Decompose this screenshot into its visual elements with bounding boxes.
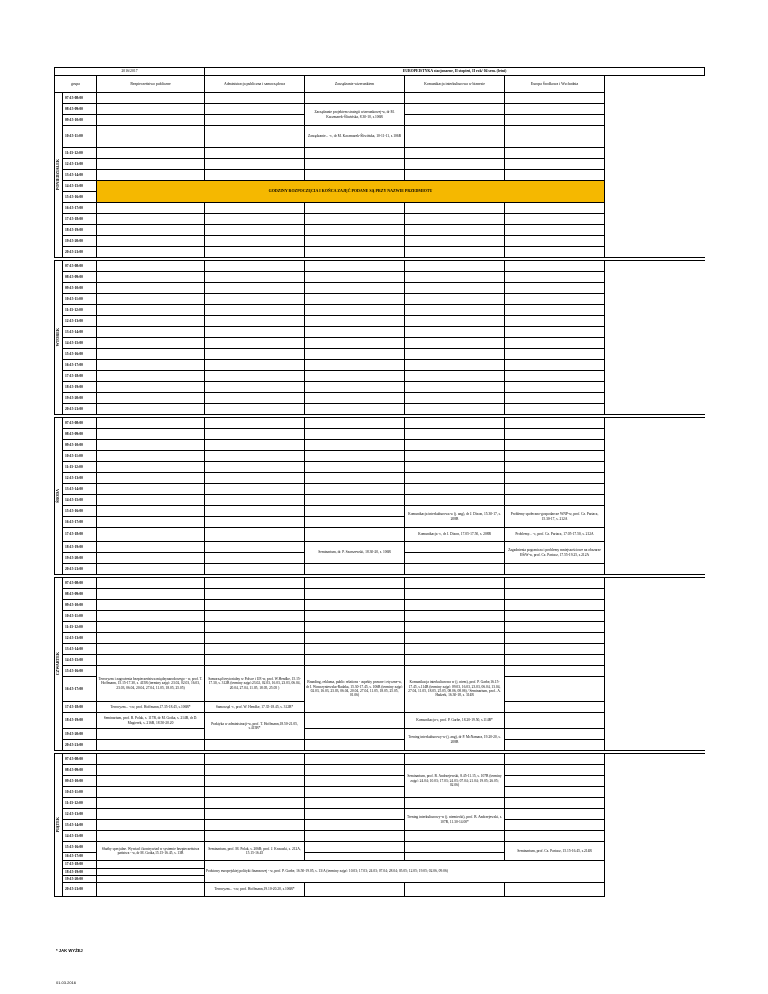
time-slot: 16:15-17:00 (63, 677, 97, 702)
time-slot: 20:15-21:00 (63, 740, 97, 751)
class-entry: Komunikacja interkulturowa w (j. niem), prof. P. Garbe,16.15-17.45, s.114B (terminy zajęć: 09.03, 16.03, 23.03, 06.04, 13.04, 27.04, 11.05, 18.05, 25.05, 08.06, 08.06) / Seminarium, prof.. A. Hadzek, 16.30-18, s. 314B (405, 666, 505, 713)
time-slot: 15:15-16:00 (63, 842, 97, 853)
class-entry: Branding, reklama, public relations - aspekty prawne i etyczne-w, dr I. Wawrzyniewska-Radzka, 15.30-17.45, s. 106B (terminy zajęć: 02.03, 16.03, 23.03, 06.04, 20.04, 27.04, 11.05, 18.05, 25.05, 01.06) (305, 666, 405, 713)
time-slot: 07:15-08:00 (63, 418, 97, 429)
time-slot: 15:15-16:00 (63, 192, 97, 203)
class-entry: Zarządzanie projektem strategii wizerunkowej-w, dr M. Kaczmarek-Śliwińska, 8.30-10, s.106B (305, 104, 405, 126)
class-entry: Komunikacja-c, prof. P. Garbe, 18.20-19.50, s.114B* (405, 713, 505, 729)
time-slot: 15:15-16:00 (63, 349, 97, 360)
time-slot: 19:15-20:00 (63, 876, 97, 883)
time-slot: 11:15-12:00 (63, 622, 97, 633)
time-slot: 14:15-15:00 (63, 338, 97, 349)
time-slot: 17:15-18:00 (63, 371, 97, 382)
class-entry: Komunikacja -c, dr J. Dixon, 17.05-17.50, s. 208B (405, 528, 505, 542)
class-entry: Trening interkulturowy-w (j. niemiecki), prof. B. Andrzejewski, s. 107B, 11.30-14.00* (405, 809, 505, 831)
time-slot: 13:15-14:00 (63, 820, 97, 831)
time-slot: 15:15-16:00 (63, 666, 97, 677)
day-label-friday: PIĄTEK (55, 754, 63, 897)
time-slot: 09:15-10:00 (63, 600, 97, 611)
time-slot: 19:15-20:00 (63, 236, 97, 247)
class-entry: Seminarium, prof. M. Polak, s. 206B; prof. J. Krasuski, s. 212A, 15.15-16.45 (205, 842, 305, 861)
time-slot: 07:15-08:00 (63, 261, 97, 272)
class-entry: Zagadnienia pogranicza i problemy mniejszościowe na obszarze EŚiW-w, prof. Cz. Partacz, 17.55-19.25, s.212A (505, 542, 605, 564)
class-entry: Problemy... -c, prof. Cz. Partacz, 17.05-17.50, s. 212A (505, 528, 605, 542)
schedule-title: EUROPEISTYKA stacjonarne, II stopień, II rok/ 04 sem. (letni) (205, 68, 705, 76)
time-slot: 14:15-15:00 (63, 831, 97, 842)
class-entry: Samorząd terytorialny w Polsce i UE-w, prof. W.Hendke, 15.15-17.30, s. 312B (terminy zajęć:23.02, 02.03, 16.03, 23.03, 06.04, 20.04, 27.04, 11.05, 18.05, 25.05 ) (205, 666, 305, 702)
time-slot: 11:15-12:00 (63, 462, 97, 473)
time-slot: 17:15-18:00 (63, 214, 97, 225)
time-slot: 20:15-21:00 (63, 564, 97, 575)
time-slot: 08:15-09:00 (63, 272, 97, 283)
schedule-sheet (54, 67, 704, 897)
time-slot: 10:15-11:00 (63, 294, 97, 305)
time-slot: 17:15-18:00 (63, 528, 97, 542)
class-entry: Seminarium, prof. B. Andrzejewski, 8.45-11.15, s. 107B (terminy zajęć: 24.04; 10.03; 17.03; 24.03; 07.04; 21.04; 19.05; 26.05; 02.06) (405, 765, 505, 798)
time-slot: 14:15-15:00 (63, 655, 97, 666)
time-slot: 14:15-15:00 (63, 495, 97, 506)
time-slot: 14:15-15:00 (63, 181, 97, 192)
time-slot: 09:15-10:00 (63, 776, 97, 787)
class-entry: Praktyka w administracji-w, prof. T. Hoffmann,18.50-21.05, s.415B* (205, 713, 305, 740)
time-slot: 07:15-08:00 (63, 754, 97, 765)
time-slot: 16:15-17:00 (63, 360, 97, 371)
time-slot: 18:15-19:00 (63, 382, 97, 393)
class-entry: Problemy społeczno-gospodarcze WNP-w, prof. Cz. Partacz, 15.30-17, s. 212A (505, 506, 605, 528)
time-slot: 19:15-20:00 (63, 553, 97, 564)
time-slot: 13:15-14:00 (63, 484, 97, 495)
day-label-monday: PONIEDZIAŁEK (55, 93, 63, 258)
day-label-wednesday: ŚRODA (55, 418, 63, 575)
schedule-table (54, 67, 705, 897)
time-slot: 08:15-09:00 (63, 589, 97, 600)
group-header-wizerunek: Zarządzanie wizerunkiem (305, 76, 405, 93)
day-label-thursday: CZWARTEK (55, 578, 63, 751)
class-entry: Terroryzm... -cw, prof. Hoffmann,19.10-20.20, s.106B* (205, 883, 305, 897)
time-slot: 11:15-12:00 (63, 148, 97, 159)
time-slot: 09:15-10:00 (63, 440, 97, 451)
group-header-europa: Europa Środkowa i Wschodnia (505, 76, 605, 93)
time-slot: 20:15-21:00 (63, 404, 97, 415)
time-slot: 08:15-09:00 (63, 104, 97, 115)
time-slot: 07:15-08:00 (63, 93, 97, 104)
time-slot: 17:15-18:00 (63, 702, 97, 713)
time-slot: 16:15-17:00 (63, 203, 97, 214)
time-slot: 18:15-19:00 (63, 542, 97, 553)
print-date: 01.03.2016 (56, 980, 77, 985)
time-slot: 20:15-21:00 (63, 883, 97, 897)
time-slot: 10:15-11:00 (63, 787, 97, 798)
time-slot: 16:15-17:00 (63, 853, 97, 861)
time-slot: 18:15-19:00 (63, 869, 97, 876)
class-entry: Komunikacja interkulturowa w (j. ang), dr J. Dixon, 15.30-17, s. 208B (405, 506, 505, 528)
time-slot: 10:15-11:00 (63, 126, 97, 148)
time-slot: 15:15-16:00 (63, 506, 97, 517)
time-slot: 11:15-12:00 (63, 798, 97, 809)
time-slot: 13:15-14:00 (63, 644, 97, 655)
time-slot: 13:15-14:00 (63, 170, 97, 181)
time-slot: 18:15-19:00 (63, 713, 97, 729)
time-slot: 09:15-10:00 (63, 115, 97, 126)
group-label: grupa (55, 76, 97, 93)
academic-year: 2016/2017 (55, 68, 205, 76)
time-slot: 17:15-18:00 (63, 861, 97, 869)
class-entry-shared: Podstawy europejskiej polityki finansowej - w, prof. P. Garbe, 16.50-19.05, s. 13/A (terminy zajęć: 10.03; 17.03; 24.03; 07.04; 28.04; 05.05; 12.05; 19.05; 02.06, 09.06) (205, 861, 605, 883)
time-slot: 08:15-09:00 (63, 765, 97, 776)
time-slot: 10:15-11:00 (63, 611, 97, 622)
class-entry: Zarządzanie... -c, dr M. Kaczmarek-Śliwińska, 10-11-11, s.106B (305, 126, 405, 148)
footnote: * JAK WYŻEJ (56, 948, 83, 953)
class-entry: Terroryzm... -cw, prof. Hoffmann,17.35-18.45, s.106B* (97, 702, 205, 713)
group-header-administracja: Administracja publiczna i samorządowa (205, 76, 305, 93)
schedule-banner: GODZINY ROZPOCZĘCIA I KOŃCA ZAJĘĆ PODANE SĄ PRZY NAZWIE PRZEDMIOTU (97, 181, 605, 203)
time-slot: 10:15-11:00 (63, 451, 97, 462)
time-slot: 09:15-10:00 (63, 283, 97, 294)
time-slot: 19:15-20:00 (63, 729, 97, 740)
time-slot: 11:15-12:00 (63, 305, 97, 316)
class-entry: Seminarium, prof. Cz. Partacz, 15.15-16.45, s.214B (505, 842, 605, 861)
day-label-tuesday: WTOREK (55, 261, 63, 415)
time-slot: 18:15-19:00 (63, 225, 97, 236)
time-slot: 08:15-09:00 (63, 429, 97, 440)
time-slot: 07:15-08:00 (63, 578, 97, 589)
class-entry: Terroryzm i zagrożenia bezpieczeństwa międzynarodowego - w, prof. T. Hoffmann, 15.15-17.30, s. 415B (terminy zajęć: 23.02, 02.03, 16.03, 23.03, 06.04, 20.04, 27.04, 11.05, 18.05, 25.05) (97, 666, 205, 702)
class-entry: Trening interkulturowy-w (j. ang), dr P. McNamara, 19.20-20, s. 208B (405, 729, 505, 751)
time-slot: 12:15-13:00 (63, 633, 97, 644)
group-header-komunikacja: Komunikacja interkulturowa w biznesie (405, 76, 505, 93)
class-entry: Służby specjalne. Wywiad i kontrywiad w systemie bezpieczeństwa państwa - w, dr M. Gotka,15.15-16.45, s. 13B (97, 842, 205, 861)
time-slot: 19:15-20:00 (63, 393, 97, 404)
time-slot: 12:15-13:00 (63, 316, 97, 327)
class-entry: Seminarium, dr. P. Szarszewski, 18.30-20, s. 106B (305, 542, 405, 564)
time-slot: 12:15-13:00 (63, 809, 97, 820)
group-header-bezpieczenstwo: Bezpieczeństwo publiczne (97, 76, 205, 93)
time-slot: 13:15-14:00 (63, 327, 97, 338)
class-entry: Samorząd -c, prof. W. Hendke, 17.35-18.45, s. 312B* (205, 702, 305, 713)
time-slot: 12:15-13:00 (63, 473, 97, 484)
class-entry: Seminarium, prof. B. Polak, s. 117B, dr M. Gotka, s. 214B, dr D. Magierek, s. 216B, 18.50-20.20 (97, 713, 205, 729)
time-slot: 16:15-17:00 (63, 517, 97, 528)
time-slot: 12:15-13:00 (63, 159, 97, 170)
time-slot: 20:15-21:00 (63, 247, 97, 258)
